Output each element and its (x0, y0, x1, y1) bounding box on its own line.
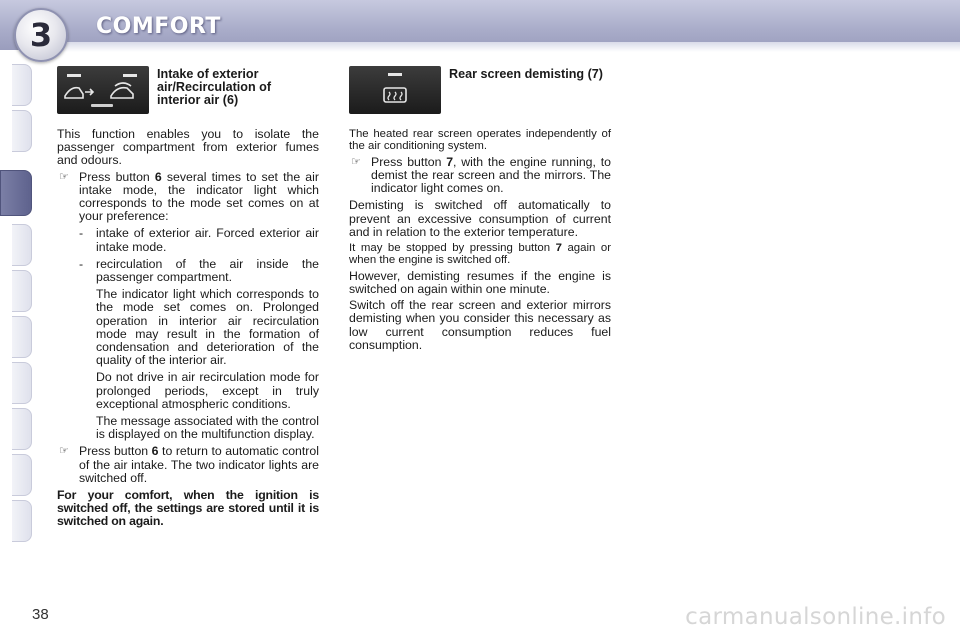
right-column (349, 66, 611, 355)
chapter-tab-8[interactable] (12, 408, 32, 450)
chapter-title: COMFORT (96, 14, 221, 39)
chapter-tab-7[interactable] (12, 362, 32, 404)
pointing-hand-icon: ☞ (351, 155, 361, 168)
watermark: carmanualsonline.info (685, 604, 946, 630)
left-section-title: Intake of exterior air/Recirculation of interior air (6) (157, 67, 272, 107)
chapter-tab-1[interactable] (12, 64, 32, 106)
chapter-number-badge (14, 8, 68, 62)
left-bullet-2: ☞ Press button 6 to return to automatic control of the air intake. The two indicator lights are switched off. (59, 444, 319, 485)
button-ref: 6 (154, 169, 162, 184)
right-bullet-1: ☞ Press button 7, with the engine running, to demist the rear screen and the mirrors. The indicator light comes on. (351, 154, 611, 196)
right-section-title: Rear screen demisting (7) (449, 67, 603, 81)
left-section-header (57, 66, 319, 116)
right-para-4: Switch off the rear screen and exterior mirrors demisting when you consider this necessary as low current consumption reduces fuel consumption. (349, 298, 611, 352)
right-para-1: Demisting is switched off automatically to prevent an excessive consumption of current and in relation to the exterior temperature. (349, 198, 611, 239)
left-dash-2: - recirculation of the air inside the passenger compartment. (79, 256, 319, 285)
chapter-tab-4[interactable] (12, 224, 32, 266)
left-note: For your comfort, when the ignition is switched off, the settings are stored until it is switched on again. (57, 488, 319, 529)
header-fade (60, 42, 960, 52)
chapter-tab-10[interactable] (12, 500, 32, 542)
rear-demist-control-image (349, 66, 441, 114)
chapter-tabs (0, 64, 34, 578)
pointing-hand-icon: ☞ (59, 445, 69, 458)
button-ref: 7 (555, 242, 562, 255)
left-para-2: Do not drive in air recirculation mode for prolonged periods, except in truly exceptional atmospheric conditions. (96, 370, 319, 411)
rear-screen-demist-icon (349, 66, 441, 114)
right-para-3: However, demisting resumes if the engine is switched on again within one minute. (349, 268, 611, 297)
right-para-2: It may be stopped by pressing button 7 again or when the engine is switched off. (349, 242, 611, 267)
air-recirculation-control-image (57, 66, 149, 114)
chapter-tab-5[interactable] (12, 270, 32, 312)
left-para-1: The indicator light which corresponds to the mode set comes on. Prolonged operation in interior air recirculation mode may result in the formation of condensation and deterioration of the quality of the interior air. (96, 287, 319, 368)
chapter-tab-2[interactable] (12, 110, 32, 152)
chapter-tab-9[interactable] (12, 454, 32, 496)
chapter-tab-6[interactable] (12, 316, 32, 358)
page-number: 38 (32, 606, 49, 623)
pointing-hand-icon: ☞ (59, 170, 69, 183)
chapter-number: 3 (29, 16, 53, 54)
button-ref: 7 (446, 154, 454, 169)
right-section-header (349, 66, 611, 116)
left-para-3: The message associated with the control is displayed on the multifunction display. (96, 414, 319, 442)
air-recirculation-icon (57, 66, 149, 114)
left-intro: This function enables you to isolate the passenger compartment from exterior fumes and odours. (57, 127, 319, 168)
chapter-tab-3-active[interactable] (0, 170, 32, 216)
button-ref: 6 (151, 444, 159, 459)
left-bullet-1: ☞ Press button 6 several times to set the air intake mode, the indicator light which corresponds to the mode set comes on at your preference: (59, 169, 319, 224)
left-dash-1: - intake of exterior air. Forced exterior air intake mode. (79, 226, 319, 254)
right-intro: The heated rear screen operates independently of the air conditioning system. (349, 128, 611, 153)
left-column (57, 66, 319, 532)
